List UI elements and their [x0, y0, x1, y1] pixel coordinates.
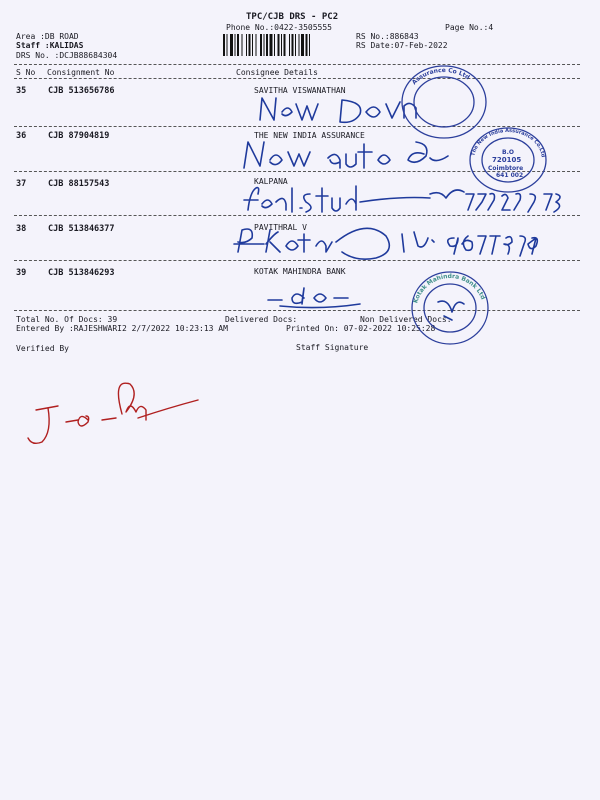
- kotak-stamp: [408, 268, 492, 348]
- col-consignment: Consignment No: [47, 68, 115, 77]
- new-india-assurance-stamp: [466, 126, 550, 196]
- svg-text:The New India Assurance Co.Ltd: The New India Assurance Co.Ltd: [470, 127, 546, 158]
- row-consignment: CJB 513656786: [48, 86, 115, 96]
- svg-text:641 002: 641 002: [496, 172, 524, 179]
- divider: [14, 64, 580, 65]
- phone-number: Phone No.:0422-3505555: [226, 23, 332, 32]
- row-sno: 37: [16, 179, 27, 189]
- area-label: Area :DB ROAD: [16, 32, 79, 41]
- divider: [14, 78, 580, 79]
- row-consignee: KOTAK MAHINDRA BANK: [254, 267, 346, 276]
- row-consignment: CJB 513846293: [48, 268, 115, 278]
- col-consignee: Consignee Details: [236, 68, 318, 77]
- printed-on: Printed On: 07-02-2022 10:25:28: [286, 324, 436, 333]
- row-sno: 38: [16, 224, 27, 234]
- row-consignee: PAVITHRAL V: [254, 223, 307, 232]
- row-consignee: SAVITHA VISWANATHAN: [254, 86, 346, 95]
- page-number: Page No.:4: [445, 23, 494, 32]
- verified-by: Verified By: [16, 344, 69, 353]
- row-sno: 36: [16, 131, 27, 141]
- verifier-signature: [22, 370, 212, 460]
- row-consignment: CJB 87904819: [48, 131, 110, 141]
- entered-by: Entered By :RAJESHWARI2 2/7/2022 10:23:13 AM: [16, 324, 228, 333]
- total-docs: Total No. Of Docs: 39: [16, 315, 118, 324]
- row-sno: 35: [16, 86, 27, 96]
- rs-date: RS Date:07-Feb-2022: [356, 41, 448, 50]
- delivered-docs: Delivered Docs:: [225, 315, 298, 324]
- handwriting-row-38: [232, 222, 572, 266]
- row-consignment: CJB 88157543: [48, 179, 110, 189]
- col-sno: S No: [16, 68, 36, 77]
- barcode: [223, 34, 349, 58]
- svg-text:720105: 720105: [492, 156, 522, 164]
- svg-text:Kotak Mahindra Bank Ltd: Kotak Mahindra Bank Ltd: [412, 272, 487, 305]
- staff-label: Staff :KALIDAS: [16, 41, 84, 50]
- handwriting-row-39: [260, 282, 380, 312]
- drs-number: DRS No. :DCJB88684304: [16, 51, 118, 60]
- staff-signature: Staff Signature: [296, 343, 369, 352]
- rs-number: RS No.:886843: [356, 32, 419, 41]
- non-delivered-docs: Non Delivered Docs:: [360, 315, 452, 324]
- row-sno: 39: [16, 268, 27, 278]
- row-consignment: CJB 513846377: [48, 224, 115, 234]
- row-consignee: KALPANA: [254, 177, 288, 186]
- row-consignee: THE NEW INDIA ASSURANCE: [254, 131, 365, 140]
- report-title: TPC/CJB DRS - PC2: [246, 12, 339, 22]
- svg-text:B.O: B.O: [502, 149, 514, 156]
- svg-text:Assurance Co Ltd: Assurance Co Ltd: [410, 66, 471, 87]
- svg-text:Coimbtore: Coimbtore: [488, 165, 524, 172]
